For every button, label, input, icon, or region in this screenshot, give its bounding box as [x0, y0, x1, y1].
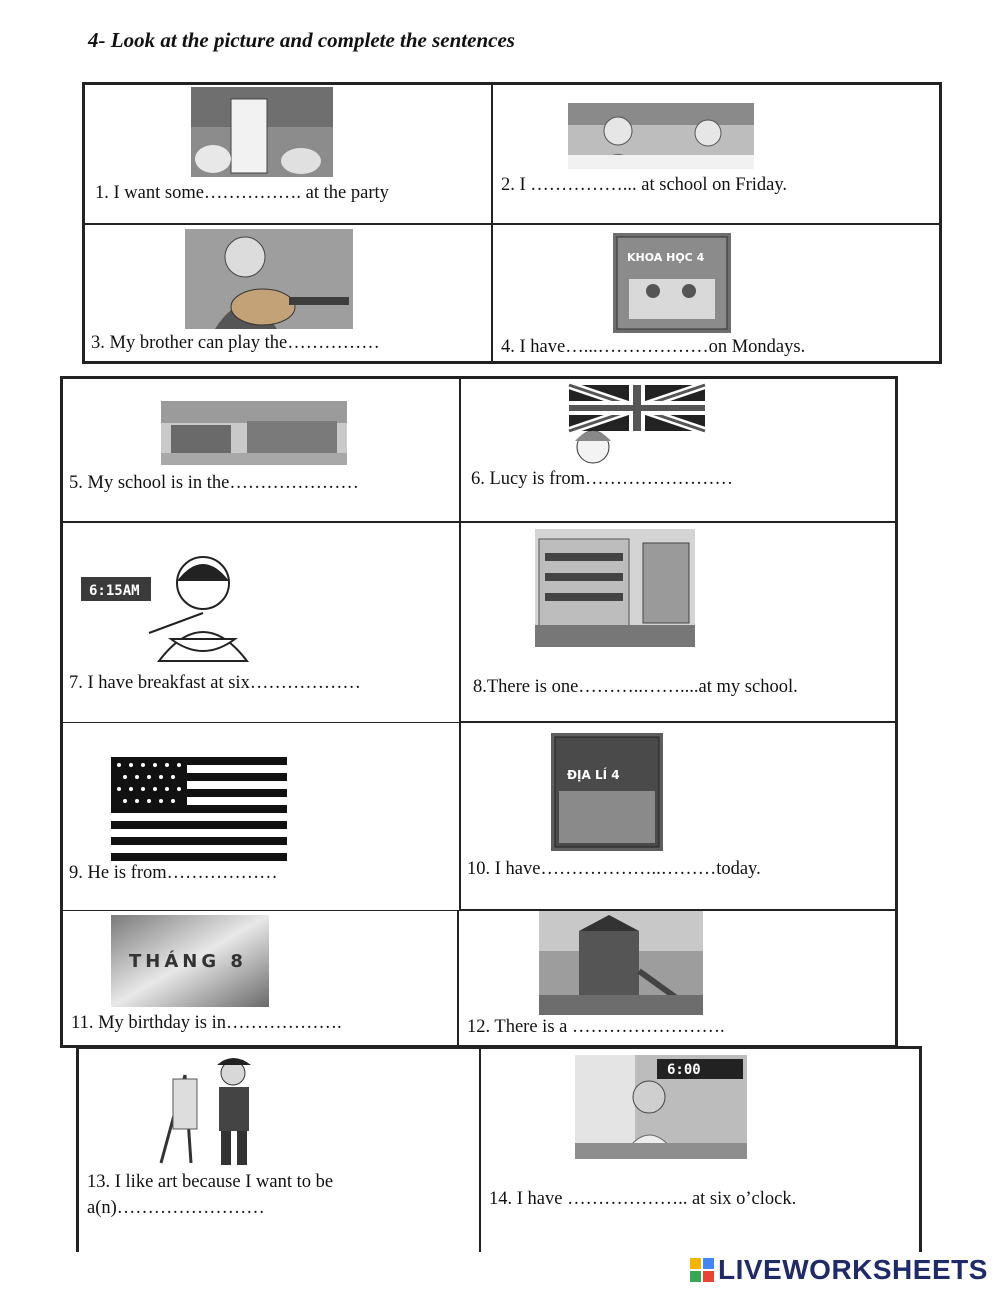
boy-drinking-picture [575, 1055, 747, 1159]
sentence-7: 7. I have breakfast at six……………… [69, 673, 361, 693]
sentence-6: 6. Lucy is from…………………… [471, 469, 734, 489]
cell-10 [460, 722, 896, 910]
sentence-12: 12. There is a ……………………. [467, 1017, 725, 1037]
cell-7 [62, 522, 460, 726]
sentence-4: 4. I have…...………………on Mondays. [501, 337, 806, 357]
cell-1 [84, 84, 492, 224]
sentence-1: 1. I want some……………. at the party [95, 183, 389, 203]
cell-12 [458, 910, 896, 1046]
sentence-5: 5. My school is in the………………… [69, 473, 359, 493]
logo-mark-icon [690, 1258, 714, 1282]
playground-picture [539, 911, 703, 1015]
cell-8 [460, 522, 896, 722]
sentence-10: 10. I have………………..………today. [467, 859, 761, 879]
us-flag-picture [111, 757, 287, 861]
cell-9 [62, 722, 460, 912]
children-at-school-picture [568, 103, 754, 169]
artist-painting-picture [151, 1055, 267, 1167]
milk-glass-picture [191, 87, 333, 177]
school-building-picture [535, 529, 695, 647]
exercise-heading: 4- Look at the picture and complete the sentences [88, 28, 515, 52]
cell-2 [492, 84, 940, 224]
countryside-school-picture [161, 401, 347, 465]
liveworksheets-logo [690, 1254, 988, 1286]
month-text: THÁNG 8 [129, 951, 247, 972]
geography-book-picture [551, 733, 663, 851]
logo-text: LIVEWORKSHEETS [718, 1254, 988, 1285]
sentence-13: 13. I like art because I want to be a(n)…………………… [87, 1172, 334, 1218]
cell-13 [78, 1048, 480, 1252]
sentence-8: 8.There is one………..……....at my school. [473, 677, 798, 697]
sentence-3: 3. My brother can play the…………… [91, 333, 380, 353]
sentence-9: 9. He is from……………… [69, 863, 278, 883]
cell-3 [84, 224, 492, 362]
boy-eating-breakfast-picture [79, 553, 269, 663]
sentence-2: 2. I ……………... at school on Friday. [501, 175, 788, 195]
book-title-khoa-hoc: KHOA HỌC 4 [627, 251, 705, 264]
clock-text-615: 6:15AM [89, 583, 140, 599]
august-calendar-picture [111, 915, 269, 1007]
cell-14 [480, 1048, 920, 1252]
book-title-dia-li: ĐỊA LÍ 4 [567, 768, 620, 782]
cell-11 [62, 910, 458, 1046]
clock-text-600: 6:00 [667, 1062, 701, 1078]
science-book-picture [613, 233, 731, 333]
cell-4 [492, 224, 940, 362]
uk-flag-girl-picture [535, 381, 711, 469]
sentence-14: 14. I have ……………….. at six o’clock. [489, 1189, 797, 1209]
sentence-11: 11. My birthday is in………………. [71, 1013, 342, 1033]
cell-6 [460, 378, 896, 522]
boy-guitar-picture [185, 229, 353, 329]
cell-5 [62, 378, 460, 522]
